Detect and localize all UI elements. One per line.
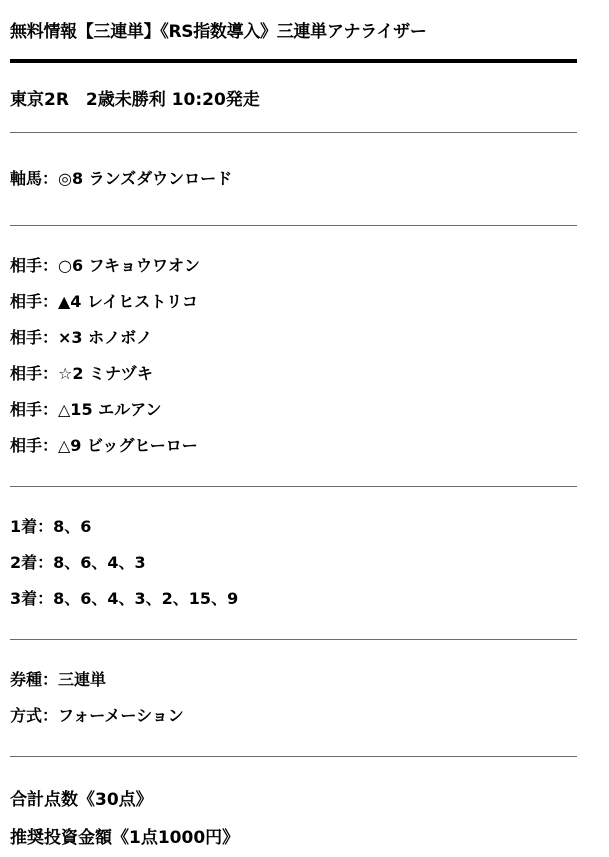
- finish-order-line: 2着：8、6、4、3: [10, 553, 146, 572]
- rival-horse-line: 相手：×3 ホノボノ: [10, 328, 153, 347]
- divider-after-ticket: [10, 756, 577, 757]
- page-title: 無料情報【三連単】《RS指数導入》三連単アナライザー: [10, 22, 427, 42]
- rival-horse-line: 相手：☆2 ミナヅキ: [10, 364, 153, 383]
- rival-horse-line: 相手：△15 エルアン: [10, 400, 162, 419]
- finish-order-line: 1着：8、6: [10, 517, 92, 536]
- finish-order-line: 3着：8、6、4、3、2、15、9: [10, 589, 239, 608]
- rival-horse-line: 相手：△9 ビッグヒーロー: [10, 436, 198, 455]
- total-section: [10, 781, 599, 857]
- divider-after-axis: [10, 225, 577, 226]
- rival-horse-line: 相手：○6 フキョウワオン: [10, 256, 201, 275]
- ticket-type-section: [10, 662, 599, 734]
- ticket-type-line: 券種：三連単: [10, 670, 107, 689]
- divider-after-rivals: [10, 486, 577, 487]
- rival-horse-line: 相手：▲4 レイヒストリコ: [10, 292, 198, 311]
- axis-horse-section: [10, 161, 599, 197]
- ticket-method-line: 方式：フォーメーション: [10, 706, 184, 725]
- axis-horse-line: 軸馬：◎8 ランズダウンロード: [10, 169, 233, 188]
- recommended-stake-line: 推奨投資金額《1点1000円》: [10, 828, 240, 848]
- rival-horses-section: [10, 248, 599, 464]
- divider-after-race: [10, 132, 577, 133]
- total-points-line: 合計点数《30点》: [10, 790, 153, 810]
- finish-order-section: [10, 509, 599, 617]
- divider-after-order: [10, 639, 577, 640]
- divider-thick-top: [10, 59, 577, 63]
- race-info: 東京2R 2歳未勝利 10:20発走: [10, 90, 260, 110]
